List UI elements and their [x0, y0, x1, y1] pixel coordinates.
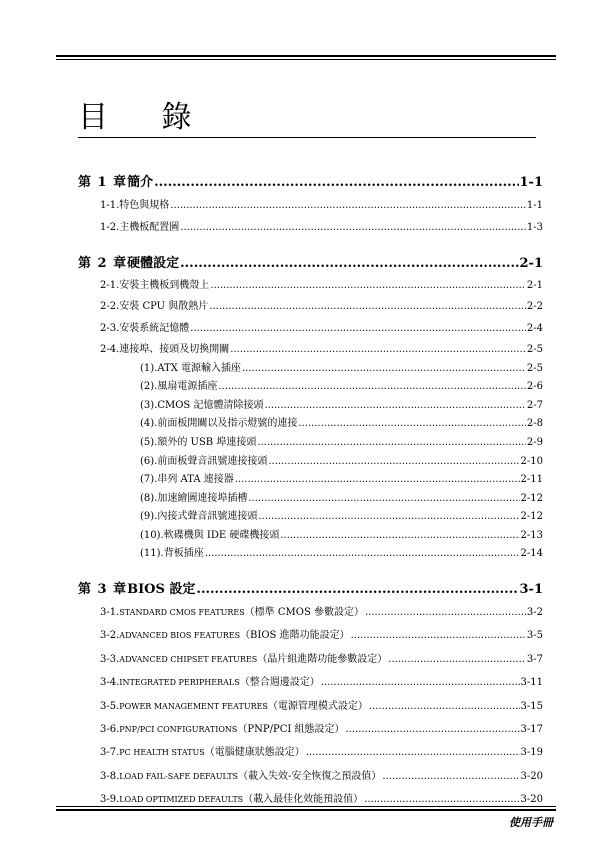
- toc-entry-title: 軟碟機與 IDE 硬碟機接頭: [163, 530, 280, 541]
- toc-entry-title: [119, 626, 349, 641]
- dot-leader: [170, 200, 526, 211]
- toc-entry-page: 2-1: [519, 256, 543, 271]
- toc-entry-title: 額外的 USB 埠連接頭: [157, 437, 257, 448]
- toc-entry-title-zh: （晶片組進階功能參數設定）: [257, 654, 388, 665]
- toc-entry-number: 第 1 章: [78, 175, 128, 190]
- toc-entry-number: 3-1.: [100, 607, 120, 618]
- dot-leader: [388, 654, 526, 665]
- dot-leader: [369, 701, 520, 712]
- toc-entry-page: 3-11: [520, 677, 543, 688]
- dot-leader: [235, 474, 520, 485]
- toc-entry-title-zh: （載入失效-安全恢復之預設值）: [238, 771, 382, 782]
- toc-entry-title-zh: （BIOS 進階功能設定）: [240, 630, 350, 641]
- toc-entry-number: 3-8.: [100, 771, 120, 782]
- dot-leader: [382, 771, 519, 782]
- dot-leader: [345, 724, 519, 735]
- toc-subsection[interactable]: [140, 433, 543, 448]
- footer-rule-thick: [56, 809, 556, 811]
- toc-entry-title-en: PNP/PCI CONFIGURATIONS: [119, 725, 238, 734]
- toc-subsection[interactable]: [140, 396, 543, 411]
- toc-entry-title-zh: （整合週邊設定）: [239, 677, 320, 688]
- toc-entry-number: (11).: [140, 548, 164, 559]
- toc-entry-page: 3-15: [520, 701, 543, 712]
- toc-subsection[interactable]: [140, 414, 543, 429]
- toc-entry-page: 2-12: [520, 493, 543, 504]
- toc-section[interactable]: [100, 790, 543, 805]
- toc-entry-page: 2-11: [520, 474, 543, 485]
- toc-entry-title-zh: （PNP/PCI 組態設定）: [237, 724, 345, 735]
- toc-entry-title-en: LOAD FAIL-SAFE DEFAULTS: [119, 772, 239, 781]
- toc-entry-number: (1).: [140, 363, 158, 374]
- toc-entry-title: 安裝系統記憶體: [119, 323, 190, 334]
- toc-entry-page: 3-20: [520, 794, 543, 805]
- toc-entry-number: 3-3.: [100, 654, 120, 665]
- toc-section[interactable]: [100, 697, 543, 712]
- toc-entry-title-en: INTEGRATED PERIPHERALS: [119, 678, 240, 687]
- toc-subsection[interactable]: [140, 526, 543, 541]
- toc-section[interactable]: [100, 319, 543, 334]
- dot-leader: [351, 630, 526, 641]
- toc-entry-title: [119, 743, 304, 758]
- toc-entry-page: 2-4: [526, 323, 543, 334]
- toc-entry-number: 3-9.: [100, 794, 120, 805]
- toc-entry-page: 3-5: [526, 630, 543, 641]
- dot-leader: [364, 794, 519, 805]
- dot-leader: [180, 256, 518, 271]
- toc-entry-title-zh: （載入最佳化效能預設值）: [243, 794, 364, 805]
- toc-entry-number: 2-2.: [100, 301, 120, 312]
- toc-entry-number: (7).: [140, 474, 158, 485]
- toc-subsection[interactable]: [140, 377, 543, 392]
- toc-subsection[interactable]: [140, 452, 543, 467]
- toc-entry-page: 2-14: [520, 548, 543, 559]
- toc-entry-title-en: PC HEALTH STATUS: [119, 748, 205, 757]
- toc-entry-title: [119, 603, 364, 618]
- toc-entry-number: (2).: [140, 381, 158, 392]
- toc-entry-page: 2-10: [520, 456, 543, 467]
- toc-entry-title: 內接式聲音訊號連接頭: [157, 511, 258, 522]
- toc-entry-number: (3).: [140, 400, 158, 411]
- toc-entry-page: 2-8: [526, 418, 543, 429]
- toc-chapter[interactable]: [78, 252, 543, 271]
- dot-leader: [365, 607, 526, 618]
- toc-entry-page: 3-19: [520, 747, 543, 758]
- toc-entry-page: 3-1: [519, 582, 543, 597]
- toc-entry-title: 安裝主機板到機殼上: [119, 280, 210, 291]
- dot-leader: [280, 530, 519, 541]
- toc-entry-page: 3-7: [526, 654, 543, 665]
- toc-section[interactable]: [100, 603, 543, 618]
- toc-subsection[interactable]: [140, 507, 543, 522]
- toc-entry-title-en: LOAD OPTIMIZED DEFAULTS: [119, 795, 244, 804]
- toc-entry-number: 3-7.: [100, 747, 120, 758]
- toc-entry-title: [119, 790, 363, 805]
- toc-entry-page: 1-1: [519, 175, 543, 190]
- toc-entry-title: 硬體設定: [127, 256, 180, 271]
- dot-leader: [180, 222, 526, 233]
- toc-entry-number: 第 3 章: [78, 582, 128, 597]
- toc-entry-title: ATX 電源輸入插座: [157, 363, 241, 374]
- toc-entry-number: (6).: [140, 456, 158, 467]
- dot-leader: [230, 344, 526, 355]
- toc-entry-title-zh: （電腦健康狀態設定）: [204, 747, 305, 758]
- toc-subsection[interactable]: [140, 544, 543, 559]
- toc-entry-number: (8).: [140, 493, 158, 504]
- toc-entry-title: 主機板配置圖: [119, 222, 180, 233]
- dot-leader: [190, 323, 526, 334]
- toc-section[interactable]: [100, 743, 543, 758]
- toc-entry-title-en: STANDARD CMOS FEATURES: [119, 608, 245, 617]
- toc-section[interactable]: [100, 720, 543, 735]
- toc-entry-title: 加速繪圖連接埠插槽: [157, 493, 248, 504]
- toc-entry-page: 2-5: [526, 344, 543, 355]
- toc-chapter[interactable]: [78, 578, 543, 597]
- footer-rule-thin: [56, 806, 556, 807]
- toc-entry-number: 2-1.: [100, 280, 120, 291]
- toc-entry-number: 3-6.: [100, 724, 120, 735]
- toc-section[interactable]: [100, 196, 543, 211]
- dot-leader: [298, 418, 526, 429]
- toc-subsection[interactable]: [140, 470, 543, 485]
- toc-entry-title: 特色與規格: [119, 200, 170, 211]
- toc-section[interactable]: [100, 626, 543, 641]
- toc-entry-title: 前面板聲音訊號連接接頭: [157, 456, 268, 467]
- toc-entry-number: 1-1.: [100, 200, 120, 211]
- dot-leader: [306, 747, 520, 758]
- toc-entry-title: 安裝 CPU 與散熱片: [119, 301, 209, 312]
- toc-entry-title-zh: （標準 CMOS 參數設定）: [244, 607, 364, 618]
- toc-entry-number: 3-2.: [100, 630, 120, 641]
- toc-entry-page: 2-1: [526, 280, 543, 291]
- toc-section[interactable]: [100, 650, 543, 665]
- toc-section[interactable]: [100, 276, 543, 291]
- toc-entry-page: 1-3: [526, 222, 543, 233]
- toc-entry-title-en: ADVANCED BIOS FEATURES: [119, 631, 241, 640]
- toc-entry-title: [119, 697, 368, 712]
- dot-leader: [154, 175, 518, 190]
- toc-entry-page: 2-2: [526, 301, 543, 312]
- toc-entry-number: 1-2.: [100, 222, 120, 233]
- toc-entry-title: 連接埠、接頭及切換開關: [119, 344, 230, 355]
- toc-entry-number: (9).: [140, 511, 158, 522]
- toc-entry-page: 2-12: [520, 511, 543, 522]
- dot-leader: [242, 363, 526, 374]
- toc-entry-title: 背板插座: [163, 548, 204, 559]
- toc-entry-page: 2-6: [526, 381, 543, 392]
- toc-entry-number: 3-5.: [100, 701, 120, 712]
- toc-entry-title-zh: （電源管理模式設定）: [267, 701, 368, 712]
- toc-entry-title: 風扇電源插座: [157, 381, 218, 392]
- toc-subsection[interactable]: [140, 489, 543, 504]
- dot-leader: [257, 437, 526, 448]
- toc-entry-page: 3-2: [526, 607, 543, 618]
- toc-entry-title: 串列 ATA 連接器: [157, 474, 234, 485]
- dot-leader: [268, 456, 519, 467]
- toc-entry-page: 3-17: [520, 724, 543, 735]
- dot-leader: [209, 301, 526, 312]
- dot-leader: [205, 548, 520, 559]
- toc-entry-number: 3-4.: [100, 677, 120, 688]
- toc-section[interactable]: [100, 297, 543, 312]
- toc-entry-page: 1-1: [526, 200, 543, 211]
- dot-leader: [248, 493, 519, 504]
- toc-entry-title: 簡介: [127, 175, 154, 190]
- toc-section[interactable]: [100, 767, 543, 782]
- toc-entry-page: 2-5: [526, 363, 543, 374]
- toc-entry-number: (4).: [140, 418, 158, 429]
- toc-entry-number: 2-4.: [100, 344, 120, 355]
- dot-leader: [196, 582, 518, 597]
- toc-entry-page: 2-13: [520, 530, 543, 541]
- toc-entry-title: [119, 650, 387, 665]
- toc-entry-title: [119, 673, 319, 688]
- toc-entry-title: [119, 767, 381, 782]
- toc-entry-number: 2-3.: [100, 323, 120, 334]
- dot-leader: [258, 511, 519, 522]
- dot-leader: [264, 400, 525, 411]
- toc-entry-title-en: POWER MANAGEMENT FEATURES: [119, 702, 268, 711]
- toc-subsection[interactable]: [140, 359, 543, 374]
- toc-section[interactable]: [100, 218, 543, 233]
- toc-entry-title-en: ADVANCED CHIPSET FEATURES: [119, 655, 258, 664]
- footer-label: 使用手冊: [509, 816, 553, 829]
- toc-entry-page: 2-7: [526, 400, 543, 411]
- toc-entry-number: (5).: [140, 437, 158, 448]
- toc-entry-number: 第 2 章: [78, 256, 128, 271]
- toc-entry-title: [119, 720, 344, 735]
- toc-section[interactable]: [100, 340, 543, 355]
- toc-entry-title: 前面板開關以及指示燈號的連接: [157, 418, 298, 429]
- toc-entry-title: BIOS 設定: [127, 582, 196, 597]
- dot-leader: [210, 280, 526, 291]
- dot-leader: [321, 677, 520, 688]
- toc-entry-page: 2-9: [526, 437, 543, 448]
- dot-leader: [218, 381, 526, 392]
- page-title: 目 錄: [78, 100, 214, 135]
- toc-entry-page: 3-20: [520, 771, 543, 782]
- toc-section[interactable]: [100, 673, 543, 688]
- toc-entry-number: (10).: [140, 530, 164, 541]
- toc-entry-title: CMOS 記憶體清除接頭: [157, 400, 264, 411]
- toc-chapter[interactable]: [78, 171, 543, 190]
